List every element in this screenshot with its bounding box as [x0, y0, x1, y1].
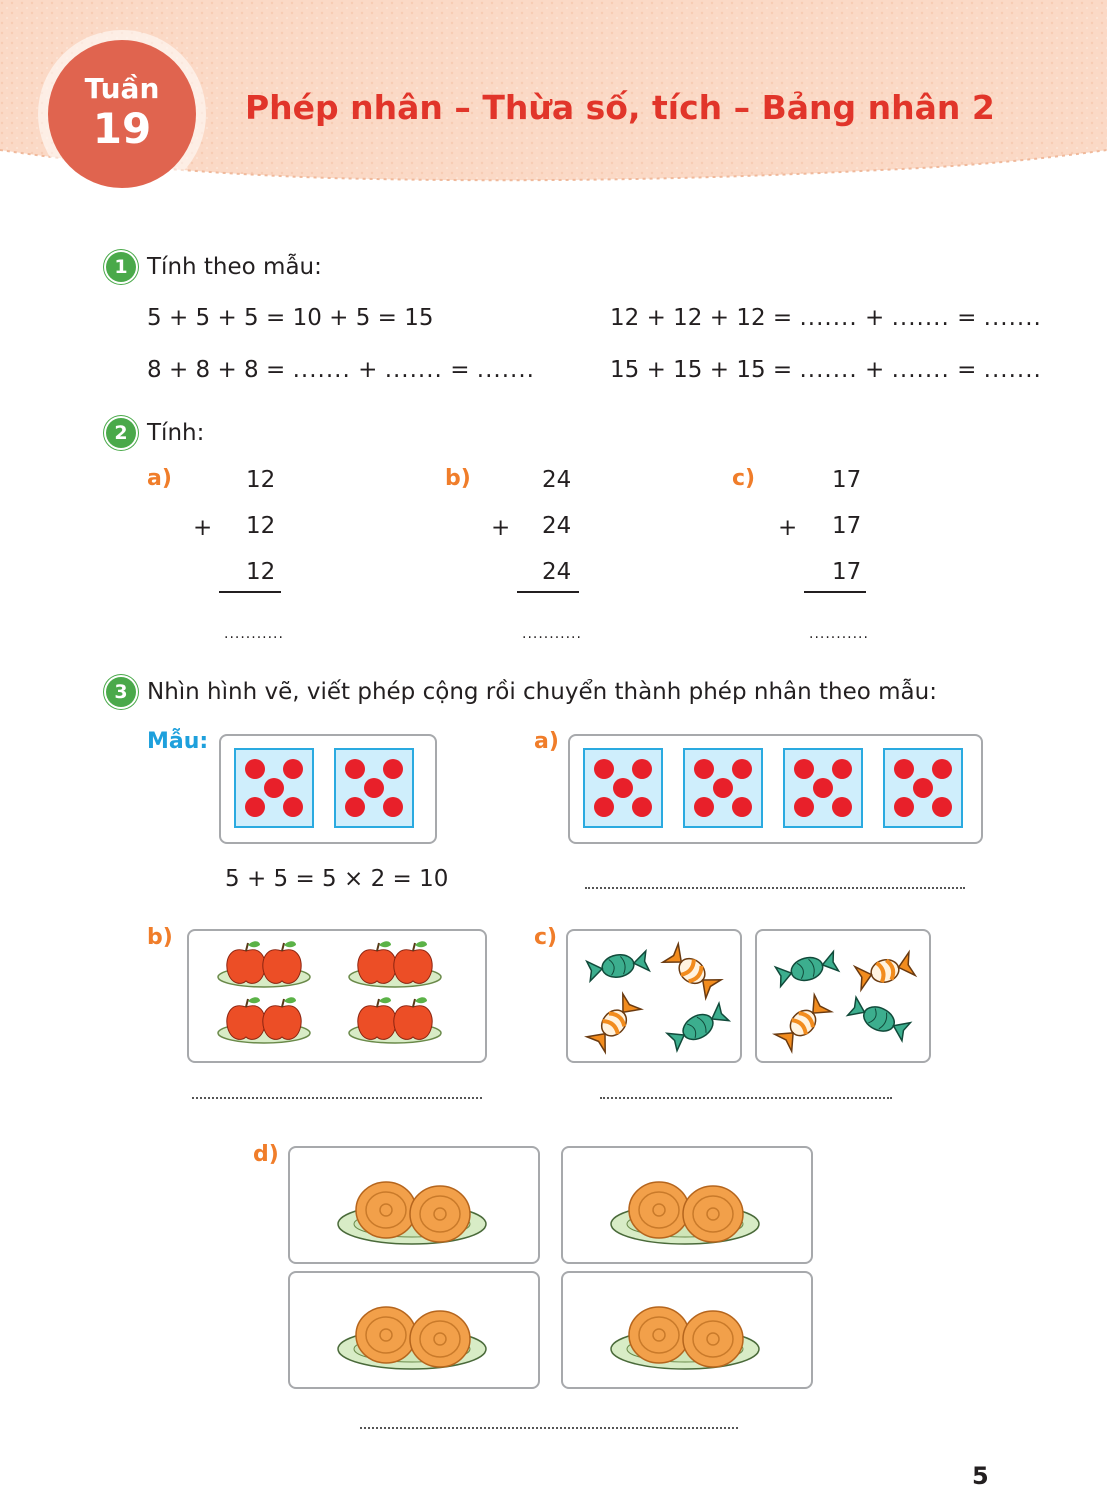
- sample-label: Mẫu:: [147, 729, 209, 754]
- week-badge: [48, 40, 196, 188]
- week-number: 19: [92, 104, 152, 153]
- exercise-2c-label: c): [732, 466, 756, 491]
- exercise-3c-candy-box-2: [755, 929, 931, 1063]
- exercise-1-question-right-1: [610, 304, 1042, 332]
- answer-blank[interactable]: .......: [384, 357, 443, 383]
- exercise-2c-addend-2: 17: [832, 513, 862, 539]
- exercise-2b-label: b): [445, 466, 471, 491]
- exercise-2a-addend-3: 12: [246, 559, 276, 585]
- mooncake-icon: [611, 1307, 759, 1369]
- exercise-2b-answer-blank[interactable]: ...........: [522, 626, 582, 642]
- answer-blank[interactable]: .......: [891, 357, 950, 383]
- exercise-3-prompt: Nhìn hình vẽ, viết phép cộng rồi chuyển thành phép nhân theo mẫu:: [147, 679, 937, 705]
- die-five: [583, 748, 663, 828]
- exercise-3b-apple-box: [187, 929, 487, 1063]
- die-five: [334, 748, 414, 828]
- exercise-2c-addend-3: 17: [832, 559, 862, 585]
- exercise-3c-answer-line[interactable]: [600, 1097, 892, 1099]
- exercise-3a-answer-line[interactable]: [585, 887, 965, 889]
- plus-sign: +: [358, 357, 378, 383]
- expression: 12 + 12 + 12 =: [610, 305, 793, 331]
- exercise-2a-answer-blank[interactable]: ...........: [224, 626, 284, 642]
- exercise-1-sample: 5 + 5 + 5 = 10 + 5 = 15: [147, 305, 434, 331]
- apple-plates: [189, 931, 485, 1061]
- green-candy-icon: [847, 996, 911, 1041]
- apple-icon: [349, 941, 441, 987]
- answer-blank[interactable]: .......: [891, 305, 950, 331]
- answer-blank[interactable]: .......: [292, 357, 351, 383]
- green-candy-icon: [775, 951, 839, 988]
- answer-blank[interactable]: .......: [476, 357, 535, 383]
- apple-icon: [349, 997, 441, 1043]
- equals-sign: =: [957, 305, 977, 331]
- exercise-2-prompt: Tính:: [147, 420, 205, 446]
- sample-dice-box: [219, 734, 437, 844]
- plus-sign: +: [864, 305, 885, 331]
- orange-candy-icon: [855, 952, 915, 990]
- exercise-3-number: 3: [106, 677, 136, 707]
- exercise-2a-plus: +: [193, 515, 213, 541]
- exercise-1-question-right-2: [610, 356, 1042, 384]
- exercise-3c-candy-box-1: [566, 929, 742, 1063]
- answer-blank[interactable]: .......: [983, 305, 1042, 331]
- exercise-3a-dice-box: [568, 734, 983, 844]
- exercise-1-question-left: [147, 356, 535, 384]
- die-five: [783, 748, 863, 828]
- exercise-3b-label: b): [147, 925, 173, 950]
- apple-icon: [218, 997, 310, 1043]
- sample-answer: 5 + 5 = 5 × 2 = 10: [225, 866, 449, 892]
- answer-blank[interactable]: .......: [983, 357, 1042, 383]
- die-five: [883, 748, 963, 828]
- exercise-2b-addend-1: 24: [542, 467, 572, 493]
- apple-icon: [218, 941, 310, 987]
- exercise-3c-label: c): [534, 925, 558, 950]
- equals-sign: =: [957, 357, 977, 383]
- exercise-3d-mooncake-box-3: [288, 1271, 540, 1389]
- exercise-3a-label: a): [534, 729, 559, 754]
- week-label: Tuần: [84, 72, 160, 105]
- equals-sign: =: [450, 357, 470, 383]
- mooncake-icon: [338, 1307, 486, 1369]
- exercise-2-number: 2: [106, 418, 136, 448]
- exercise-2a-sum-line: [219, 591, 281, 593]
- exercise-1-number: 1: [106, 252, 136, 282]
- exercise-3d-label: d): [253, 1142, 279, 1167]
- answer-blank[interactable]: .......: [799, 357, 858, 383]
- expression: 15 + 15 + 15 =: [610, 357, 793, 383]
- plus-sign: +: [864, 357, 885, 383]
- exercise-2a-addend-2: 12: [246, 513, 276, 539]
- exercise-2c-sum-line: [804, 591, 866, 593]
- exercise-3d-answer-line[interactable]: [360, 1427, 738, 1429]
- exercise-3d-mooncake-box-1: [288, 1146, 540, 1264]
- die-five: [683, 748, 763, 828]
- expression: 8 + 8 + 8 =: [147, 357, 286, 383]
- page-title: Phép nhân – Thừa số, tích – Bảng nhân 2: [245, 88, 995, 127]
- exercise-2a-addend-1: 12: [246, 467, 276, 493]
- die-five: [234, 748, 314, 828]
- mooncake-icon: [338, 1182, 486, 1244]
- orange-candy-icon: [663, 944, 721, 998]
- exercise-2b-addend-2: 24: [542, 513, 572, 539]
- exercise-2b-sum-line: [517, 591, 579, 593]
- exercise-2b-addend-3: 24: [542, 559, 572, 585]
- green-candy-icon: [667, 1002, 730, 1051]
- exercise-2c-addend-1: 17: [832, 467, 862, 493]
- exercise-2b-plus: +: [491, 515, 511, 541]
- exercise-3d-mooncake-box-4: [561, 1271, 813, 1389]
- green-candy-icon: [587, 950, 650, 982]
- mooncake-icon: [611, 1182, 759, 1244]
- orange-candy-icon: [775, 995, 832, 1052]
- exercise-2c-answer-blank[interactable]: ...........: [809, 626, 869, 642]
- exercise-1-prompt: Tính theo mẫu:: [147, 254, 322, 280]
- exercise-3d-mooncake-box-2: [561, 1146, 813, 1264]
- page-number: 5: [972, 1462, 989, 1490]
- answer-blank[interactable]: .......: [799, 305, 858, 331]
- orange-candy-icon: [587, 994, 641, 1052]
- exercise-3b-answer-line[interactable]: [192, 1097, 482, 1099]
- exercise-2a-label: a): [147, 466, 172, 491]
- exercise-2c-plus: +: [778, 515, 798, 541]
